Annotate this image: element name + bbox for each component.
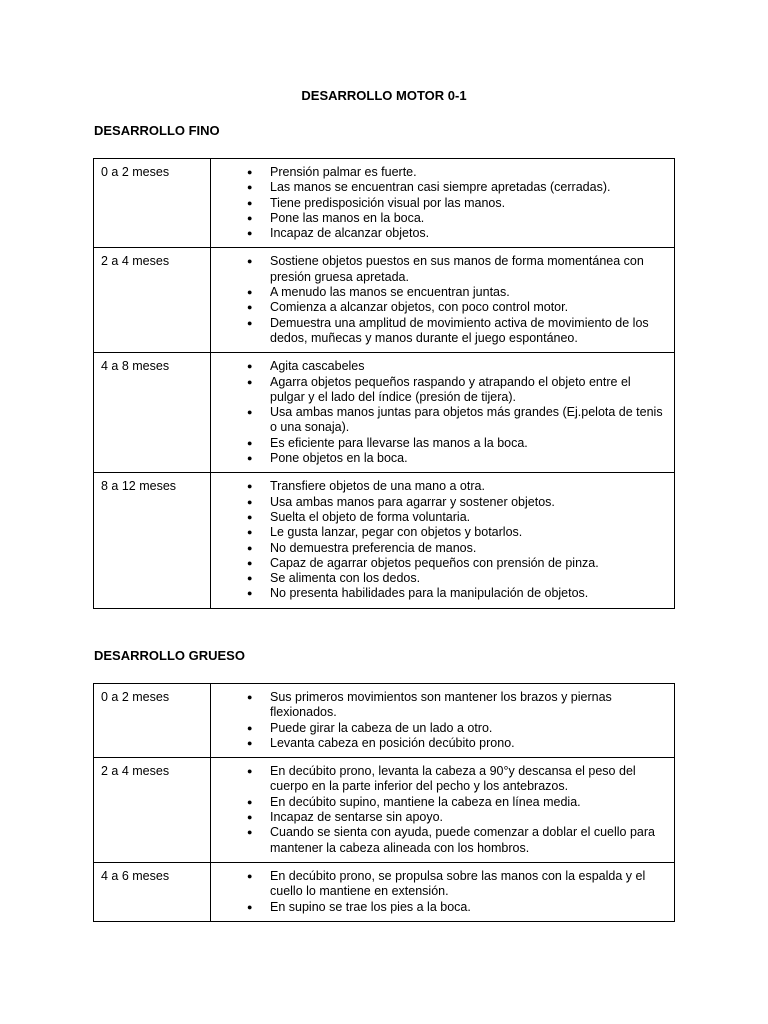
milestones-cell — [211, 473, 675, 608]
milestone-list — [218, 764, 666, 856]
list-item: ● Comienza a alcanzar objetos, con poco control motor. — [218, 300, 666, 315]
milestones-cell — [211, 159, 675, 248]
list-item: ● Prensión palmar es fuerte. — [218, 165, 666, 180]
list-item: ● Puede girar la cabeza de un lado a otro. — [218, 721, 666, 736]
age-cell: 4 a 8 meses — [94, 353, 211, 473]
list-item: ● Sus primeros movimientos son mantener los brazos y piernas flexionados. — [218, 690, 666, 721]
milestones-cell — [211, 248, 675, 353]
table-row — [94, 758, 675, 863]
fine-motor-table — [93, 158, 675, 609]
list-item: ● Cuando se sienta con ayuda, puede comenzar a doblar el cuello para mantener la cabeza alineada con los hombros. — [218, 825, 666, 856]
list-item: ● En decúbito prono, se propulsa sobre las manos con la espalda y el cuello lo mantiene en extensión. — [218, 869, 666, 900]
list-item: ● Agita cascabeles — [218, 359, 666, 374]
table-row — [94, 159, 675, 248]
milestones-cell — [211, 684, 675, 758]
list-item: ● Le gusta lanzar, pegar con objetos y botarlos. — [218, 525, 666, 540]
milestone-list — [218, 479, 666, 601]
gross-motor-table — [93, 683, 675, 922]
milestone-list — [218, 690, 666, 751]
list-item: ● Agarra objetos pequeños raspando y atrapando el objeto entre el pulgar y el lado del índice (presión de tijera). — [218, 375, 666, 406]
table-row — [94, 862, 675, 921]
list-item: ● Suelta el objeto de forma voluntaria. — [218, 510, 666, 525]
list-item: ● En decúbito prono, levanta la cabeza a 90°y descansa el peso del cuerpo en la parte inferior del pecho y los antebrazos. — [218, 764, 666, 795]
table-row — [94, 353, 675, 473]
list-item: ● No presenta habilidades para la manipulación de objetos. — [218, 586, 666, 601]
age-cell: 0 a 2 meses — [94, 684, 211, 758]
list-item: ● No demuestra preferencia de manos. — [218, 541, 666, 556]
list-item: ● Demuestra una amplitud de movimiento activa de movimiento de los dedos, muñecas y manos durante el juego espontáneo. — [218, 316, 666, 347]
page-title: DESARROLLO MOTOR 0-1 — [301, 88, 467, 103]
age-cell: 0 a 2 meses — [94, 159, 211, 248]
list-item: ● Capaz de agarrar objetos pequeños con prensión de pinza. — [218, 556, 666, 571]
milestone-list — [218, 165, 666, 241]
age-cell: 8 a 12 meses — [94, 473, 211, 608]
table-row — [94, 684, 675, 758]
milestones-cell — [211, 862, 675, 921]
list-item: ● Las manos se encuentran casi siempre apretadas (cerradas). — [218, 180, 666, 195]
list-item: ● A menudo las manos se encuentran juntas. — [218, 285, 666, 300]
list-item: ● Incapaz de alcanzar objetos. — [218, 226, 666, 241]
list-item: ● Sostiene objetos puestos en sus manos de forma momentánea con presión gruesa apretada. — [218, 254, 666, 285]
list-item: ● En decúbito supino, mantiene la cabeza en línea media. — [218, 795, 666, 810]
list-item: ● Pone las manos en la boca. — [218, 211, 666, 226]
list-item: ● Levanta cabeza en posición decúbito prono. — [218, 736, 666, 751]
milestones-cell — [211, 758, 675, 863]
table-row — [94, 248, 675, 353]
age-cell: 4 a 6 meses — [94, 862, 211, 921]
section-heading-fino: DESARROLLO FINO — [94, 123, 220, 138]
list-item: ● Usa ambas manos para agarrar y sostener objetos. — [218, 495, 666, 510]
list-item: ● Se alimenta con los dedos. — [218, 571, 666, 586]
list-item: ● Pone objetos en la boca. — [218, 451, 666, 466]
list-item: ● Tiene predisposición visual por las manos. — [218, 196, 666, 211]
list-item: ● Usa ambas manos juntas para objetos más grandes (Ej.pelota de tenis o una sonaja). — [218, 405, 666, 436]
section-heading-grueso: DESARROLLO GRUESO — [94, 648, 245, 663]
list-item: ● En supino se trae los pies a la boca. — [218, 900, 666, 915]
milestone-list — [218, 869, 666, 915]
list-item: ● Es eficiente para llevarse las manos a la boca. — [218, 436, 666, 451]
list-item: ● Transfiere objetos de una mano a otra. — [218, 479, 666, 494]
milestone-list — [218, 359, 666, 466]
age-cell: 2 a 4 meses — [94, 758, 211, 863]
milestone-list — [218, 254, 666, 346]
milestones-cell — [211, 353, 675, 473]
table-row — [94, 473, 675, 608]
list-item: ● Incapaz de sentarse sin apoyo. — [218, 810, 666, 825]
age-cell: 2 a 4 meses — [94, 248, 211, 353]
